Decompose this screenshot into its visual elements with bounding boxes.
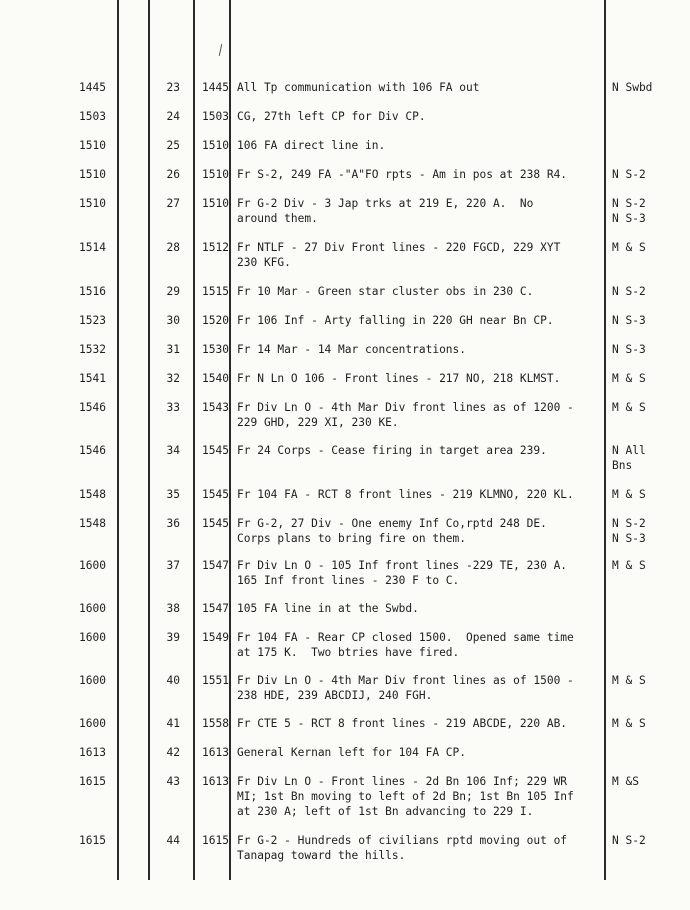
- entry-time-received: 1545: [202, 488, 229, 501]
- entry-number: 35: [166, 488, 180, 501]
- column-rule: [117, 0, 119, 880]
- entry-distribution: N S-2 N S-3: [612, 517, 646, 545]
- entry-number: 34: [166, 444, 180, 457]
- entry-distribution: N S-2: [612, 168, 646, 181]
- entry-message: All Tp communication with 106 FA out: [237, 81, 480, 94]
- entry-time-received: 1540: [202, 372, 229, 385]
- entry-distribution: M & S: [612, 674, 646, 687]
- entry-distribution: M & S: [612, 559, 646, 572]
- entry-time: 1503: [79, 110, 106, 123]
- entry-time-received: 1613: [202, 746, 229, 759]
- entry-time-received: 1551: [202, 674, 229, 687]
- entry-message: General Kernan left for 104 FA CP.: [237, 746, 467, 759]
- entry-message: Fr G-2 Div - 3 Jap trks at 219 E, 220 A. No around them.: [237, 197, 534, 225]
- column-rule: [229, 0, 231, 880]
- pencil-mark: [219, 44, 222, 56]
- entry-message: 105 FA line in at the Swbd.: [237, 602, 419, 615]
- entry-number: 38: [166, 602, 180, 615]
- entry-distribution: N S-3: [612, 343, 646, 356]
- entry-time: 1541: [79, 372, 106, 385]
- entry-message: Fr Div Ln O - 4th Mar Div front lines as of 1500 - 238 HDE, 239 ABCDIJ, 240 FGH.: [237, 674, 574, 702]
- entry-message: CG, 27th left CP for Div CP.: [237, 110, 426, 123]
- entry-number: 29: [166, 285, 180, 298]
- entry-distribution: N S-2: [612, 834, 646, 847]
- entry-message: Fr 104 FA - RCT 8 front lines - 219 KLMNO, 220 KL.: [237, 488, 574, 501]
- entry-time-received: 1510: [202, 197, 229, 210]
- entry-distribution: M & S: [612, 717, 646, 730]
- entry-distribution: N S-3: [612, 314, 646, 327]
- entry-time-received: 1549: [202, 631, 229, 644]
- column-rule: [604, 0, 606, 880]
- entry-distribution: M & S: [612, 401, 646, 414]
- entry-message: Fr Div Ln O - 105 Inf front lines -229 TE, 230 A. 165 Inf front lines - 230 F to C.: [237, 559, 568, 587]
- entry-number: 41: [166, 717, 180, 730]
- entry-number: 37: [166, 559, 180, 572]
- entry-message: Fr NTLF - 27 Div Front lines - 220 FGCD, 229 XYT 230 KFG.: [237, 241, 561, 269]
- entry-distribution: M & S: [612, 241, 646, 254]
- entry-time: 1523: [79, 314, 106, 327]
- entry-time: 1600: [79, 631, 106, 644]
- entry-message: Fr G-2, 27 Div - One enemy Inf Co,rptd 248 DE. Corps plans to bring fire on them.: [237, 517, 547, 545]
- entry-number: 23: [166, 81, 180, 94]
- entry-message: Fr N Ln O 106 - Front lines - 217 NO, 218 KLMST.: [237, 372, 561, 385]
- entry-time-received: 1510: [202, 139, 229, 152]
- entry-distribution: N S-2: [612, 285, 646, 298]
- entry-time: 1600: [79, 559, 106, 572]
- entry-distribution: M & S: [612, 488, 646, 501]
- entry-time-received: 1520: [202, 314, 229, 327]
- entry-distribution: M &S: [612, 775, 639, 788]
- entry-number: 42: [166, 746, 180, 759]
- entry-message: Fr Div Ln O - 4th Mar Div front lines as of 1200 - 229 GHD, 229 XI, 230 KE.: [237, 401, 574, 429]
- entry-time: 1600: [79, 602, 106, 615]
- entry-time: 1510: [79, 168, 106, 181]
- entry-number: 44: [166, 834, 180, 847]
- entry-distribution: N All Bns: [612, 444, 646, 472]
- entry-number: 25: [166, 139, 180, 152]
- entry-number: 30: [166, 314, 180, 327]
- entry-time: 1510: [79, 197, 106, 210]
- entry-time: 1613: [79, 746, 106, 759]
- entry-message: Fr G-2 - Hundreds of civilians rptd moving out of Tanapag toward the hills.: [237, 834, 568, 862]
- entry-message: Fr CTE 5 - RCT 8 front lines - 219 ABCDE, 220 AB.: [237, 717, 568, 730]
- entry-time-received: 1545: [202, 444, 229, 457]
- entry-number: 39: [166, 631, 180, 644]
- entry-time: 1600: [79, 717, 106, 730]
- entry-time-received: 1615: [202, 834, 229, 847]
- entry-message: 106 FA direct line in.: [237, 139, 386, 152]
- entry-message: Fr 104 FA - Rear CP closed 1500. Opened same time at 175 K. Two btries have fired.: [237, 631, 574, 659]
- entry-time: 1546: [79, 444, 106, 457]
- entry-time: 1445: [79, 81, 106, 94]
- entry-time: 1615: [79, 775, 106, 788]
- entry-message: Fr 14 Mar - 14 Mar concentrations.: [237, 343, 467, 356]
- entry-time-received: 1545: [202, 517, 229, 530]
- entry-number: 43: [166, 775, 180, 788]
- entry-time: 1516: [79, 285, 106, 298]
- entry-time: 1514: [79, 241, 106, 254]
- entry-time-received: 1558: [202, 717, 229, 730]
- entry-number: 26: [166, 168, 180, 181]
- entry-time-received: 1503: [202, 110, 229, 123]
- entry-number: 32: [166, 372, 180, 385]
- entry-number: 36: [166, 517, 180, 530]
- entry-time: 1546: [79, 401, 106, 414]
- entry-message: Fr Div Ln O - Front lines - 2d Bn 106 Inf; 229 WR MI; 1st Bn moving to left of 2d Bn; 1st Bn 105 Inf at 230 A; left of 1st Bn advancing to 229 I.: [237, 775, 574, 818]
- entry-number: 24: [166, 110, 180, 123]
- entry-time-received: 1543: [202, 401, 229, 414]
- entry-time: 1548: [79, 517, 106, 530]
- entry-number: 40: [166, 674, 180, 687]
- entry-time-received: 1613: [202, 775, 229, 788]
- entry-time-received: 1547: [202, 559, 229, 572]
- entry-time-received: 1530: [202, 343, 229, 356]
- entry-message: Fr S-2, 249 FA -"A"FO rpts - Am in pos at 238 R4.: [237, 168, 568, 181]
- entry-time: 1532: [79, 343, 106, 356]
- entry-message: Fr 10 Mar - Green star cluster obs in 230 C.: [237, 285, 534, 298]
- entry-time-received: 1547: [202, 602, 229, 615]
- entry-number: 33: [166, 401, 180, 414]
- entry-number: 28: [166, 241, 180, 254]
- entry-distribution: M & S: [612, 372, 646, 385]
- entry-distribution: N S-2 N S-3: [612, 197, 646, 225]
- entry-message: Fr 24 Corps - Cease firing in target area 239.: [237, 444, 547, 457]
- entry-time-received: 1445: [202, 81, 229, 94]
- entry-time: 1615: [79, 834, 106, 847]
- entry-message: Fr 106 Inf - Arty falling in 220 GH near Bn CP.: [237, 314, 554, 327]
- entry-time: 1600: [79, 674, 106, 687]
- entry-time-received: 1515: [202, 285, 229, 298]
- entry-number: 27: [166, 197, 180, 210]
- entry-time-received: 1510: [202, 168, 229, 181]
- entry-time: 1548: [79, 488, 106, 501]
- entry-time: 1510: [79, 139, 106, 152]
- entry-number: 31: [166, 343, 180, 356]
- entry-distribution: N Swbd: [612, 81, 653, 94]
- entry-time-received: 1512: [202, 241, 229, 254]
